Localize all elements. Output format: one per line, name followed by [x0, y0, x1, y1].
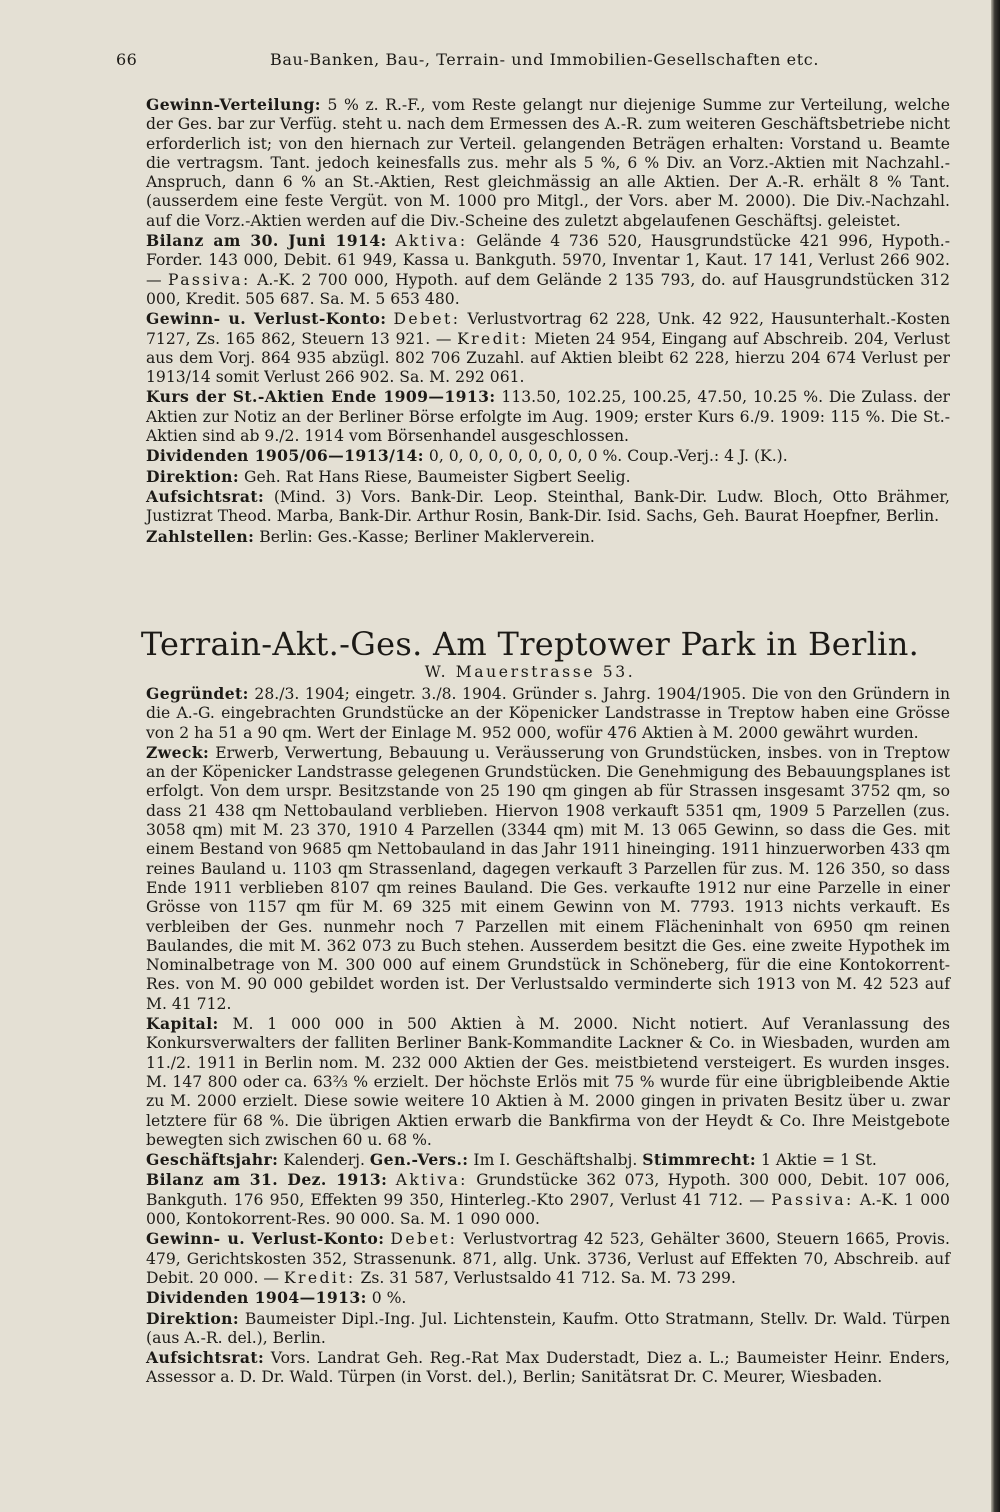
aufsichtsrat-1913-paragraph	[110, 1348, 950, 1388]
zweck-text: Erwerb, Verwertung, Bebauung u. Veräusserung von Grundstücken, insbes. von in Treptow an der Köpenicker Landstrasse gelegenen Grundstücken. Die Genehmigung des Bebauungsplanes ist erfolgt. Von dem urspr. Besitzstande von 25 190 qm gingen ab für Strassen insgesamt 3752 qm, so dass 21 438 qm Nettobauland verblieben. Hiervon 1908 verkauft 5351 qm, 1909 5 Parzellen (zus. 3058 qm) mit M. 23 370, 1910 4 Parzellen (3344 qm) mit M. 13 065 Gewinn, so dass die Ges. mit einem Bestand von 9685 qm Nettobauland in das Jahr 1911 hineinging. 1911 hinzuerworben 433 qm reines Bauland u. 1103 qm Strassenland, dagegen verkauft 3 Parzellen für zus. M. 126 350, so dass Ende 1911 verblieben 8107 qm reines Bauland. Die Ges. verkaufte 1912 nur eine Parzelle in einer Grösse von 1157 qm für M. 69 325 mit einem Gewinn von M. 7793. 1913 nichts verkauft. Es verbleiben der Ges. nunmehr noch 7 Parzellen mit einem Flächeninhalt von 6950 qm reinen Baulandes, die mit M. 362 073 zu Buch stehen. Ausserdem besitzt die Ges. eine zweite Hypothek im Nominalbetrage von M. 300 000 auf einem Grundstück in Schöneberg, für die eine Kontokorrent-Res. von M. 90 000 gebildet worden ist. Der Verlustsaldo verminderte sich 1913 von M. 42 523 auf M. 41 712.	[146, 743, 950, 1013]
gegruendet-text: 28./3. 1904; eingetr. 3./8. 1904. Gründer s. Jahrg. 1904/1905. Die von den Gründern in die A.-G. eingebrachten Grundstücke an der Köpenicker Landstrasse in Treptow haben eine Grösse von 2 ha 51 a 90 qm. Wert der Einlage M. 952 000, wofür 476 Aktien à M. 2000 gewährt wurden.	[146, 685, 950, 742]
bilanz-passiva-label: Passiva:	[168, 270, 251, 289]
running-head: Bau-Banken, Bau-, Terrain- und Immobilien-Gesellschaften etc.	[270, 50, 820, 69]
gv-debet-label: Debet:	[393, 310, 461, 329]
direktion-text: Geh. Rat Hans Riese, Baumeister Sigbert Seelig.	[243, 467, 631, 486]
gv-1913-debet-label: Debet:	[390, 1230, 458, 1249]
aufsichtsrat-1913-text: Vors. Landrat Geh. Reg.-Rat Max Duderstadt, Diez a. L.; Baumeister Heinr. Enders, Assessor a. D. Dr. Wald. Türpen (in Vorst. del.), Berlin; Sanitätsrat Dr. C. Meurer, Wiesbaden.	[146, 1349, 950, 1387]
page-header	[110, 50, 950, 78]
gv-1913-debet-text: Verlustvortrag 42 523, Gehälter 3600, Steuern 1665, Provis. 479, Gerichtskosten 352, Strassenunk. 871, allg. Unk. 3736, Verlust auf Effekten 70, Abschreib. auf Debit. 20 000. —	[146, 1230, 950, 1287]
kurs-text: 113.50, 102.25, 100.25, 47.50, 10.25 %. Die Zulass. der Aktien zur Notiz an der Berliner Börse erfolgte im Aug. 1909; erster Kurs 6./9. 1909: 115 %. Die St.-Aktien sind ab 9./2. 1914 vom Börsenhandel ausgeschlossen.	[146, 388, 951, 446]
gv-kredit-text: Mieten 24 954, Eingang auf Abschreib. 204, Verlust aus dem Vorj. 864 935 abzügl. 802 706 Zuzahl. auf Aktien bleibt 62 228, hierzu 204 674 Verlust per 1913/14 somit Verlust 266 902. Sa. M. 292 061.	[146, 329, 950, 387]
kapital-label: Kapital:	[146, 1014, 219, 1034]
dividenden-paragraph	[110, 446, 950, 466]
dividenden-text: 0, 0, 0, 0, 0, 0, 0, 0, 0 %. Coup.-Verj.: 4 J. (K.).	[428, 447, 788, 466]
geschaeftsjahr-label: Geschäftsjahr:	[146, 1150, 279, 1170]
direktion-paragraph	[110, 467, 950, 487]
gewinn-verteilung-paragraph	[110, 95, 950, 231]
gewinn-verlust-1913-label: Gewinn- u. Verlust-Konto:	[146, 1229, 385, 1249]
gv-1913-kredit-text: Zs. 31 587, Verlustsaldo 41 712. Sa. M. 73 299.	[360, 1268, 736, 1287]
bilanz-1913-passiva-label: Passiva:	[771, 1190, 854, 1209]
bilanz-aktiva-text: Gelände 4 736 520, Hausgrundstücke 421 996, Hypoth.-Forder. 143 000, Debit. 61 949, Kassa u. Bankguth. 5970, Inventar 1, Kaut. 17 141, Verlust 266 902. —	[146, 232, 950, 289]
kurs-label: Kurs der St.-Aktien Ende 1909—1913:	[146, 387, 496, 407]
previous-company-section	[110, 95, 950, 547]
bilanz-aktiva-label: Aktiva:	[395, 232, 468, 251]
gewinn-verlust-1913-paragraph	[110, 1229, 950, 1288]
bilanz-1913-aktiva-label: Aktiva:	[395, 1171, 468, 1190]
direktion-1913-paragraph	[110, 1309, 950, 1349]
zahlstellen-text: Berlin: Ges.-Kasse; Berliner Maklerverein.	[259, 527, 595, 546]
zahlstellen-paragraph	[110, 527, 950, 547]
geschaeftsjahr-text: Kalenderj.	[283, 1151, 365, 1170]
gewinn-verteilung-text: 5 % z. R.-F., vom Reste gelangt nur diejenige Summe zur Verteilung, welche der Ges. bar zur Verfüg. steht u. nach dem Ermessen des A.-R. zum weiteren Geschäftsbetriebe nicht erforderlich ist; von den hiernach zur Verteil. gelangenden Beträgen erhalten: Vorstand u. Beamte die vertragsm. Tant. jedoch keinesfalls zus. mehr als 5 %, 6 % Div. an Vorz.-Aktien mit Nachzahl.-Anspruch, dann 6 % an St.-Aktien, Rest gleichmässig an alle Aktien. Der A.-R. erhält 8 % Tant. (ausserdem eine feste Vergüt. von M. 1000 pro Mitgl., der Vors. aber M. 2000). Die Div.-Nachzahl. auf die Vorz.-Aktien werden auf die Div.-Scheine des zuletzt abgelaufenen Geschäftsj. geleistet.	[146, 96, 950, 230]
gewinn-verlust-paragraph	[110, 309, 950, 387]
dividenden-1913-text: 0 %.	[371, 1289, 407, 1308]
bilanz-1913-passiva-text: A.-K. 1 000 000, Kontokorrent-Res. 90 000. Sa. M. 1 090 000.	[146, 1190, 950, 1229]
zahlstellen-label: Zahlstellen:	[146, 526, 255, 546]
direktion-label: Direktion:	[146, 466, 240, 486]
gewinn-verteilung-label: Gewinn-Verteilung:	[146, 95, 321, 114]
dividenden-1913-label: Dividenden 1904—1913:	[146, 1288, 367, 1308]
direktion-1913-text: Baumeister Dipl.-Ing. Jul. Lichtenstein, Kaufm. Otto Stratmann, Stellv. Dr. Wald. Türpen (aus A.-R. del.), Berlin.	[146, 1309, 950, 1347]
bilanz-label: Bilanz am 30. Juni 1914:	[146, 231, 387, 251]
zweck-paragraph	[110, 743, 950, 1014]
kapital-paragraph	[110, 1014, 950, 1150]
dividenden-label: Dividenden 1905/06—1913/14:	[146, 446, 424, 466]
zweck-label: Zweck:	[146, 742, 210, 762]
treptower-park-section	[110, 684, 950, 1388]
aufsichtsrat-1913-label: Aufsichtsrat:	[146, 1348, 265, 1368]
aufsichtsrat-label: Aufsichtsrat:	[146, 486, 265, 506]
page-number: 66	[116, 50, 138, 69]
gewinn-verlust-label: Gewinn- u. Verlust-Konto:	[146, 309, 387, 329]
geschaeftsjahr-paragraph	[110, 1150, 950, 1170]
kapital-text: M. 1 000 000 in 500 Aktien à M. 2000. Nicht notiert. Auf Veranlassung des Konkursverwalters der falliten Berliner Bank-Kommandite Lackner & Co. in Wiesbaden, wurden am 11./2. 1911 in Berlin nom. M. 232 000 Aktien der Ges. meistbietend versteigert. Es wurden insges. M. 147 800 oder ca. 63⅔ % erzielt. Der höchste Erlös mit 75 % wurde für eine übrigbleibende Aktie zu M. 2000 erzielt. Diese sowie weitere 10 Aktien à M. 2000 gingen in privaten Besitz über u. zwar letztere für 68 %. Die übrigen Aktien erwarb die Bankfirma von der Heydt & Co. Ihre Meistgebote bewegten sich zwischen 60 u. 68 %.	[146, 1015, 950, 1149]
direktion-1913-label: Direktion:	[146, 1308, 240, 1328]
aufsichtsrat-text: (Mind. 3) Vors. Bank-Dir. Leop. Steinthal, Bank-Dir. Ludw. Bloch, Otto Brähmer, Justizrat Theod. Marba, Bank-Dir. Arthur Rosin, Bank-Dir. Isid. Sachs, Geh. Baurat Hoepfner, Berlin.	[146, 487, 950, 526]
company-address: W. Mauerstrasse 53.	[424, 663, 636, 681]
company-title: Terrain-Akt.-Ges. Am Treptower Park in Berlin.	[140, 625, 920, 663]
gv-debet-text: Verlustvortrag 62 228, Unk. 42 922, Hausunterhalt.-Kosten 7127, Zs. 165 862, Steuern 13 921. —	[146, 310, 950, 348]
bilanz-1913-label: Bilanz am 31. Dez. 1913:	[146, 1170, 388, 1190]
gv-kredit-label: Kredit:	[457, 329, 529, 348]
bilanz-passiva-text: A.-K. 2 700 000, Hypoth. auf dem Gelände 2 135 793, do. auf Hausgrundstücken 312 000, Kredit. 505 687. Sa. M. 5 653 480.	[146, 270, 950, 308]
genvers-text: Im I. Geschäftshalbj.	[473, 1151, 638, 1170]
stimmrecht-label: Stimmrecht:	[642, 1150, 756, 1170]
dividenden-1913-paragraph	[110, 1288, 950, 1308]
gegruendet-label: Gegründet:	[146, 684, 249, 703]
stimmrecht-text: 1 Aktie = 1 St.	[760, 1151, 877, 1170]
gv-1913-kredit-label: Kredit:	[283, 1268, 356, 1287]
bilanz-paragraph	[110, 231, 950, 309]
kurs-paragraph	[110, 387, 950, 446]
aufsichtsrat-paragraph	[110, 487, 950, 527]
gegruendet-paragraph	[110, 684, 950, 743]
genvers-label: Gen.-Vers.:	[369, 1150, 469, 1170]
bilanz-1913-paragraph	[110, 1170, 950, 1229]
scan-edge	[991, 0, 1000, 1512]
bilanz-1913-aktiva-text: Grundstücke 362 073, Hypoth. 300 000, Debit. 107 006, Bankguth. 176 950, Effekten 99 350, Hinterleg.-Kto 2907, Verlust 41 712. —	[146, 1171, 950, 1209]
